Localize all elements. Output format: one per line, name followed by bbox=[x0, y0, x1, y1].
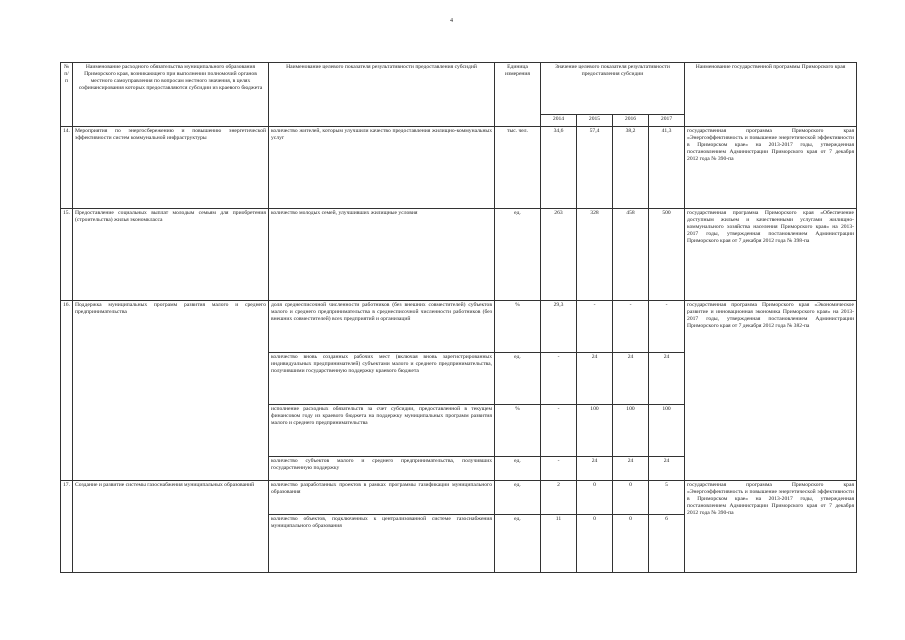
unit-cell: % bbox=[495, 301, 541, 353]
value-cell: 458 bbox=[613, 209, 649, 301]
value-cell: 263 bbox=[541, 209, 577, 301]
value-cell: - bbox=[541, 353, 577, 405]
value-cell: - bbox=[541, 405, 577, 457]
unit-cell: ед. bbox=[495, 515, 541, 573]
value-cell: 41,3 bbox=[649, 127, 685, 209]
header-year-2015: 2015 bbox=[577, 115, 613, 127]
table-row bbox=[61, 127, 857, 209]
table-row bbox=[61, 301, 857, 353]
value-cell: 24 bbox=[577, 457, 613, 481]
value-cell: 24 bbox=[649, 353, 685, 405]
value-cell: 500 bbox=[649, 209, 685, 301]
value-cell: 0 bbox=[577, 481, 613, 515]
row-number: 14. bbox=[61, 127, 73, 209]
unit-cell: тыс. чел. bbox=[495, 127, 541, 209]
header-year-2016: 2016 bbox=[613, 115, 649, 127]
program-cell: государственная программа Приморского края «Обеспечение доступным жильем и качественными услугами жилищно-коммунального хозяйства населения Приморского края» на 2013-2017 годы, утвержденная постановлением Администрации Приморского края от 7 декабря 2012 года № 398-па bbox=[685, 209, 857, 301]
subsidy-indicators-table bbox=[60, 62, 857, 573]
unit-cell: ед. bbox=[495, 481, 541, 515]
value-cell: 34,6 bbox=[541, 127, 577, 209]
page-number: 4 bbox=[450, 18, 453, 24]
obligation-cell: Предоставление социальных выплат молодым семьям для приобретения (строительства) жилья экономкласса bbox=[73, 209, 269, 301]
value-cell: 24 bbox=[577, 353, 613, 405]
value-cell: 24 bbox=[613, 353, 649, 405]
obligation-cell: Поддержка муниципальных программ развития малого и среднего предпринимательства bbox=[73, 301, 269, 481]
unit-cell: % bbox=[495, 405, 541, 457]
header-year-2017: 2017 bbox=[649, 115, 685, 127]
value-cell: 100 bbox=[649, 405, 685, 457]
value-cell: 100 bbox=[613, 405, 649, 457]
indicator-cell: количество разработанных проектов в рамках программы газификации муниципального образования bbox=[269, 481, 495, 515]
header-obligation: Наименование расходного обязательства муниципального образования Приморского края, возникающего при выполнении полномочий органов местного самоуправления по вопросам местного значения, в целях софинансирования которых предоставляются субсидии из краевого бюджета bbox=[73, 63, 269, 127]
value-cell: 6 bbox=[649, 515, 685, 573]
indicator-cell: количество объектов, подключенных к централизованной системе газоснабжения муниципального образования bbox=[269, 515, 495, 573]
unit-cell: ед. bbox=[495, 209, 541, 301]
value-cell: 328 bbox=[577, 209, 613, 301]
row-number: 15. bbox=[61, 209, 73, 301]
program-cell: государственная программа Приморского края «Энергоэффективность и повышение энергетической эффективности в Приморском крае» на 2013-2017 годы, утвержденная постановлением Администрации Приморского края от 7 декабря 2012 года № 390-па bbox=[685, 127, 857, 209]
indicator-cell: количество жителей, которым улучшили качество предоставления жилищно-коммунальных услуг bbox=[269, 127, 495, 209]
obligation-cell: Мероприятия по энергосбережению и повышению энергетической эффективности систем коммунальной инфраструктуры bbox=[73, 127, 269, 209]
table-row bbox=[61, 209, 857, 301]
header-values-group: Значение целевого показателя результативности предоставления субсидии bbox=[541, 63, 685, 115]
indicator-cell: количество вновь созданных рабочих мест (включая вновь зарегистрированных индивидуальных предпринимателей) субъектами малого и среднего предпринимательства, получившими государственную поддержку краевого бюджета bbox=[269, 353, 495, 405]
header-num: № п/п bbox=[61, 63, 73, 127]
value-cell: - bbox=[577, 301, 613, 353]
program-cell: государственная программа Приморского края «Экономическое развитие и инновационная экономика Приморского края» на 2013-2017 годы, утвержденная постановлением Администрации Приморского края от 7 декабря 2012 года № 382-па bbox=[685, 301, 857, 481]
value-cell: 38,2 bbox=[613, 127, 649, 209]
header-program: Наименование государственной программы Приморского края bbox=[685, 63, 857, 127]
indicator-cell: количество молодых семей, улучшивших жилищные условия bbox=[269, 209, 495, 301]
row-number: 17. bbox=[61, 481, 73, 573]
value-cell: 5 bbox=[649, 481, 685, 515]
value-cell: 11 bbox=[541, 515, 577, 573]
value-cell: 100 bbox=[577, 405, 613, 457]
header-year-2014: 2014 bbox=[541, 115, 577, 127]
value-cell: 0 bbox=[613, 481, 649, 515]
program-cell: государственная программа Приморского края «Энергоэффективность и повышение энергетической эффективности в Приморском крае» на 2013-2017 годы, утвержденная постановлением Администрации Приморского края от 7 декабря 2012 года № 390-па bbox=[685, 481, 857, 573]
obligation-cell: Создание и развитие системы газоснабжения муниципальных образований bbox=[73, 481, 269, 573]
value-cell: 2 bbox=[541, 481, 577, 515]
unit-cell: ед. bbox=[495, 457, 541, 481]
value-cell: 0 bbox=[577, 515, 613, 573]
value-cell: 57,4 bbox=[577, 127, 613, 209]
indicator-cell: исполнение расходных обязательств за счет субсидии, предоставленной в текущем финансовом году из краевого бюджета на поддержку муниципальных программ развития малого и среднего предпринимательства bbox=[269, 405, 495, 457]
row-number: 16. bbox=[61, 301, 73, 481]
value-cell: - bbox=[649, 301, 685, 353]
value-cell: 24 bbox=[649, 457, 685, 481]
indicator-cell: количество субъектов малого и среднего предпринимательства, получивших государственную поддержку bbox=[269, 457, 495, 481]
header-unit: Единица измерения bbox=[495, 63, 541, 127]
value-cell: 24 bbox=[613, 457, 649, 481]
indicator-cell: доля среднесписочной численности работников (без внешних совместителей) субъектов малого и среднего предпринимательства в среднесписочной численности работников (без внешних совместителей) всех предприятий и организаций bbox=[269, 301, 495, 353]
value-cell: 0 bbox=[613, 515, 649, 573]
value-cell: - bbox=[613, 301, 649, 353]
unit-cell: ед. bbox=[495, 353, 541, 405]
table-row bbox=[61, 481, 857, 515]
value-cell: 29,3 bbox=[541, 301, 577, 353]
value-cell: - bbox=[541, 457, 577, 481]
header-indicator: Наименование целевого показателя результативности предоставления субсидий bbox=[269, 63, 495, 127]
